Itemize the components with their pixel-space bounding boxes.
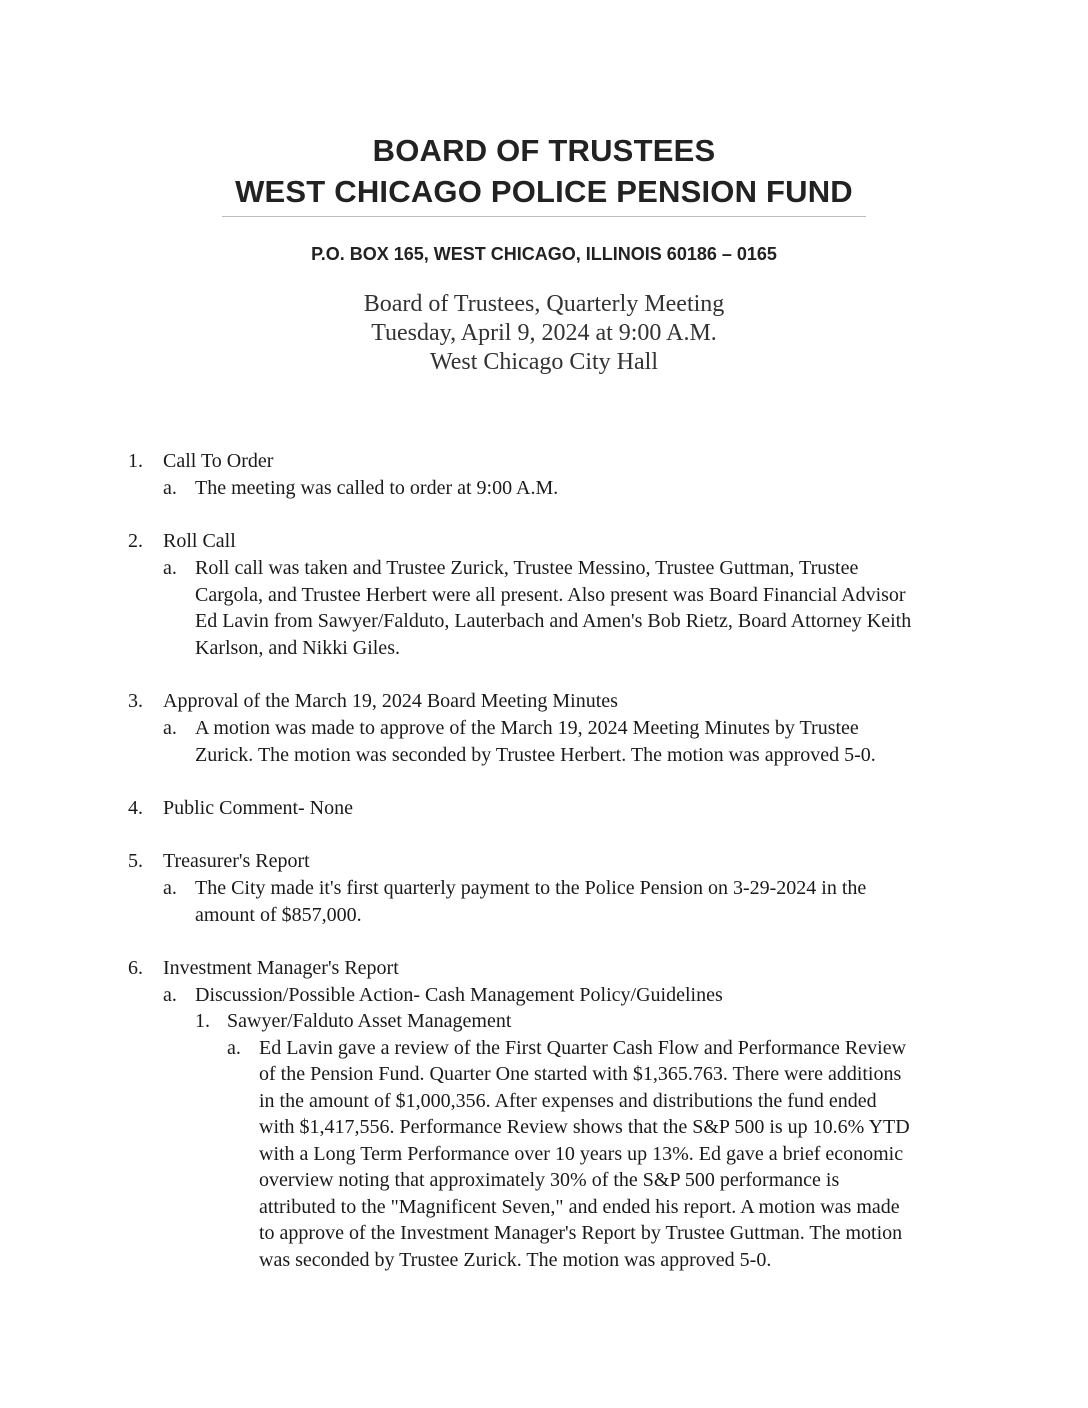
meeting-location: West Chicago City Hall (429, 349, 659, 375)
agenda-number: 3. (128, 690, 143, 712)
subitem-text-line: Karlson, and Nikki Giles. (195, 636, 400, 659)
detail-text-line: overview noting that approximately 30% of the S&P 500 performance is (259, 1169, 840, 1191)
agenda-number: 4. (128, 797, 143, 819)
subitem-text-line: amount of $857,000. (195, 903, 362, 926)
page-title-line-2: WEST CHICAGO POLICE PENSION FUND (235, 174, 853, 209)
meeting-name: Board of Trustees, Quarterly Meeting (363, 291, 725, 317)
subitem-text: The meeting was called to order at 9:00 A.M. (195, 477, 559, 499)
subitem-text-line: The City made it's first quarterly payment to the Police Pension on 3-29-2024 in the (195, 877, 867, 899)
subitem-marker: a. (163, 983, 177, 1006)
agenda-title-roll-call: Roll Call (163, 530, 236, 552)
title-divider (222, 216, 866, 217)
subitem-marker: a. (163, 877, 177, 899)
page-title-line-1: BOARD OF TRUSTEES (372, 133, 716, 168)
agenda-title-public-comment: Public Comment- None (163, 797, 353, 819)
mailing-address: P.O. BOX 165, WEST CHICAGO, ILLINOIS 60186 – 0165 (311, 244, 777, 264)
subitem-marker: a. (163, 477, 177, 499)
subsubitem-title: Sawyer/Falduto Asset Management (227, 1010, 512, 1032)
detail-text-line: attributed to the "Magnificent Seven," and ended his report. A motion was made (259, 1195, 900, 1218)
detail-text-line: with a Long Term Performance over 10 years up 13%. Ed gave a brief economic (259, 1142, 904, 1165)
subsubitem-marker: 1. (195, 1010, 210, 1032)
subitem-text-line: Discussion/Possible Action- Cash Management Policy/Guidelines (195, 983, 723, 1006)
agenda-number: 1. (128, 450, 143, 472)
agenda-title-treasurers-report: Treasurer's Report (163, 850, 310, 872)
agenda-number: 2. (128, 530, 143, 552)
detail-text-line: Ed Lavin gave a review of the First Quarter Cash Flow and Performance Review (259, 1036, 907, 1059)
agenda-number: 6. (128, 957, 143, 979)
subitem-text-line: Ed Lavin from Sawyer/Falduto, Lauterbach and Amen's Bob Rietz, Board Attorney Keith (195, 610, 912, 632)
subitem-marker: a. (163, 717, 177, 739)
subitem-text-line: Roll call was taken and Trustee Zurick, Trustee Messino, Trustee Guttman, Trustee (195, 557, 859, 579)
detail-text-line: was seconded by Trustee Zurick. The motion was approved 5-0. (259, 1248, 772, 1271)
detail-text-line: with $1,417,556. Performance Review shows that the S&P 500 is up 10.6% YTD (259, 1116, 910, 1138)
subitem-marker: a. (163, 557, 177, 579)
meeting-date: Tuesday, April 9, 2024 at 9:00 A.M. (371, 320, 717, 346)
detail-text-line: in the amount of $1,000,356. After expenses and distributions the fund ended (259, 1089, 877, 1112)
detail-text-line: to approve of the Investment Manager's Report by Trustee Guttman. The motion (259, 1222, 903, 1244)
detail-text-line: of the Pension Fund. Quarter One started with $1,365.763. There were additions (259, 1063, 902, 1085)
agenda-title-approval-minutes: Approval of the March 19, 2024 Board Meeting Minutes (163, 690, 618, 712)
subitem-text-line: Cargola, and Trustee Herbert were all present. Also present was Board Financial Advisor (195, 583, 906, 606)
agenda-title-call-to-order: Call To Order (163, 450, 274, 472)
agenda-number: 5. (128, 850, 143, 872)
detail-marker: a. (227, 1036, 241, 1059)
subitem-text-line: Zurick. The motion was seconded by Trustee Herbert. The motion was approved 5-0. (195, 743, 876, 766)
agenda-title-investment-report: Investment Manager's Report (163, 957, 399, 979)
subitem-text-line: A motion was made to approve of the March 19, 2024 Meeting Minutes by Trustee (195, 717, 859, 739)
